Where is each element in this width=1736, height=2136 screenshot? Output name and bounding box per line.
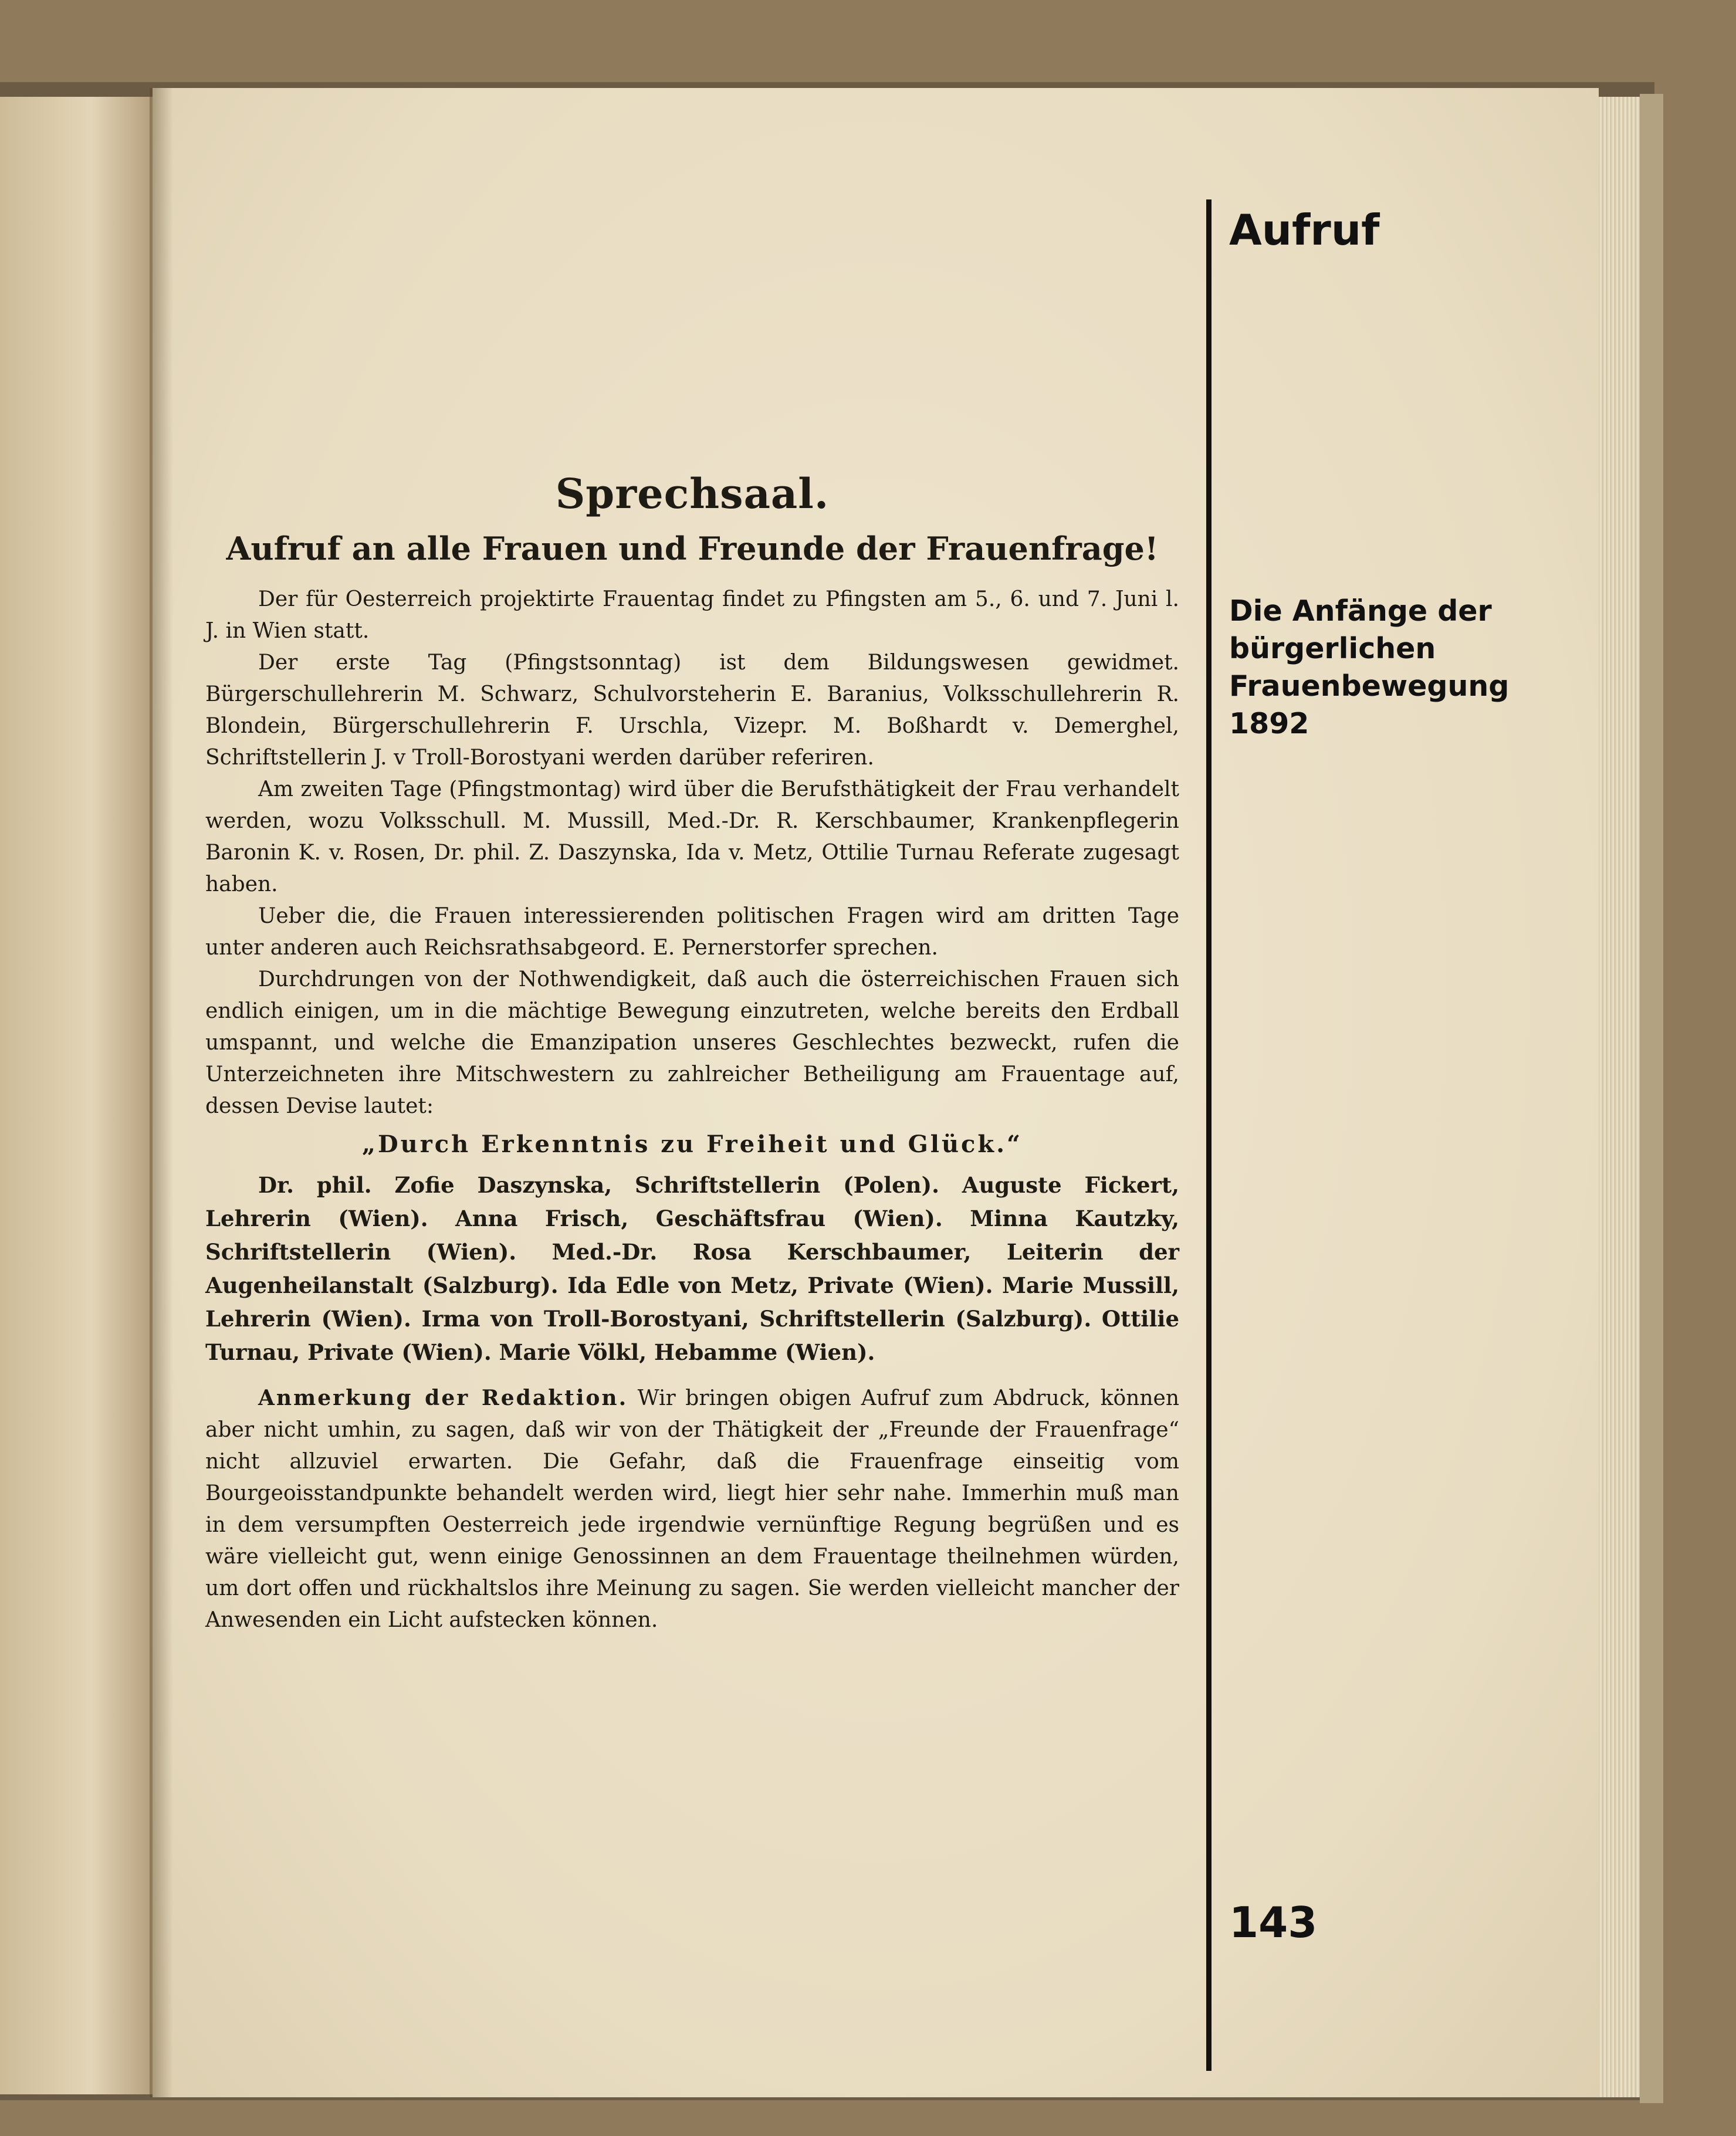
page-stack-edge <box>1599 97 1640 2097</box>
editorial-note <box>205 1382 1179 1636</box>
sidebar-title: Aufruf <box>1229 205 1380 255</box>
article <box>205 469 1179 1636</box>
article-paragraph: Am zweiten Tage (Pfingstmontag) wird über die Berufsthätigkeit der Frau verhandelt werden, wozu Volksschull. M. Mussill, Med.-Dr. R. Kerschbaumer, Krankenpflegerin Baronin K. v. Rosen, Dr. phil. Z. Daszynska, Ida v. Metz, Ottilie Turnau Referate zugesagt haben. <box>205 777 1179 896</box>
article-paragraph: Der erste Tag (Pfingstsonntag) ist dem Bildungswesen gewidmet. Bürgerschullehrerin M. Schwarz, Schulvorsteherin E. Baranius, Volksschullehrerin R. Blondein, Bürgerschullehrerin F. Urschla, Vizepr. M. Boßhardt v. Demerghel, Schriftstellerin J. v Troll-Borostyani werden darüber referiren. <box>205 651 1179 770</box>
page-number: 143 <box>1229 1898 1318 1947</box>
signatories: Dr. phil. Zofie Daszynska, Schriftstellerin (Polen). Auguste Fickert, Lehrerin (Wien). Anna Frisch, Geschäftsfrau (Wien). Minna Kautzky, Schriftstellerin (Wien). Med.-Dr. Rosa Kerschbaumer, Leiterin der Augenheilanstalt (Salzburg). Ida Edle von Metz, Private (Wien). Marie Mussill, Lehrerin (Wien). Irma von Troll-Borostyani, Schriftstellerin (Salzburg). Ottilie Turnau, Private (Wien). Marie Völkl, Hebamme (Wien). <box>205 1172 1179 1365</box>
article-headline: Aufruf an alle Frauen und Freunde der Frauenfrage! <box>226 530 1159 567</box>
editorial-note-text: Wir bringen obigen Aufruf zum Abdruck, können aber nicht umhin, zu sagen, daß wir von der Thätigkeit der „Freunde der Frauenfrage“ nicht allzuviel erwarten. Die Gefahr, daß die Frauenfrage einseitig vom Bourgeoisstandpunkte behandelt werden wird, liegt hier sehr nahe. Immerhin muß man in dem versumpften Oesterreich jede irgendwie vernünftige Regung begrüßen und es wäre vielleicht gut, wenn einige Genossinnen an dem Frauentage theilnehmen würden, um dort offen und rückhaltslos ihre Meinung zu sagen. Sie werden vielleicht mancher der Anwesenden ein Licht aufstecken können. <box>205 1386 1179 1632</box>
section-title: Sprechsaal. <box>555 469 830 518</box>
vertical-rule <box>1206 199 1212 2071</box>
sidebar-subtitle-year: 1892 <box>1229 707 1309 740</box>
motto: „Durch Erkenntnis zu Freiheit und Glück.“ <box>361 1130 1023 1158</box>
page-gutter-shadow <box>150 88 173 2097</box>
sidebar-subtitle <box>1229 593 1558 743</box>
sidebar-subtitle-line: bürgerlichen <box>1229 632 1436 665</box>
article-paragraph: Durchdrungen von der Nothwendigkeit, daß auch die österreichischen Frauen sich endlich einigen, um in die mächtige Bewegung einzutreten, welche bereits den Erdball umspannt, und welche die Emanzipation unseres Geschlechtes bezweckt, rufen die Unterzeichneten ihre Mitschwestern zu zahlreicher Betheiligung am Frauentage auf, dessen Devise lautet: <box>205 967 1179 1118</box>
article-paragraph: Der für Oesterreich projektirte Frauentag findet zu Pfingsten am 5., 6. und 7. Juni l. J. in Wien statt. <box>205 587 1179 643</box>
left-page-edge <box>0 97 153 2094</box>
sidebar-subtitle-line: Frauenbewegung <box>1229 669 1510 703</box>
book-cover-edge <box>1640 94 1663 2103</box>
sidebar-subtitle-line: Die Anfänge der <box>1229 594 1492 628</box>
editorial-note-label: Anmerkung der Redaktion. <box>258 1386 628 1410</box>
article-paragraph: Ueber die, die Frauen interessierenden politischen Fragen wird am dritten Tage unter anderen auch Reichsrathsabgeord. E. Pernerstorfer sprechen. <box>205 904 1179 960</box>
